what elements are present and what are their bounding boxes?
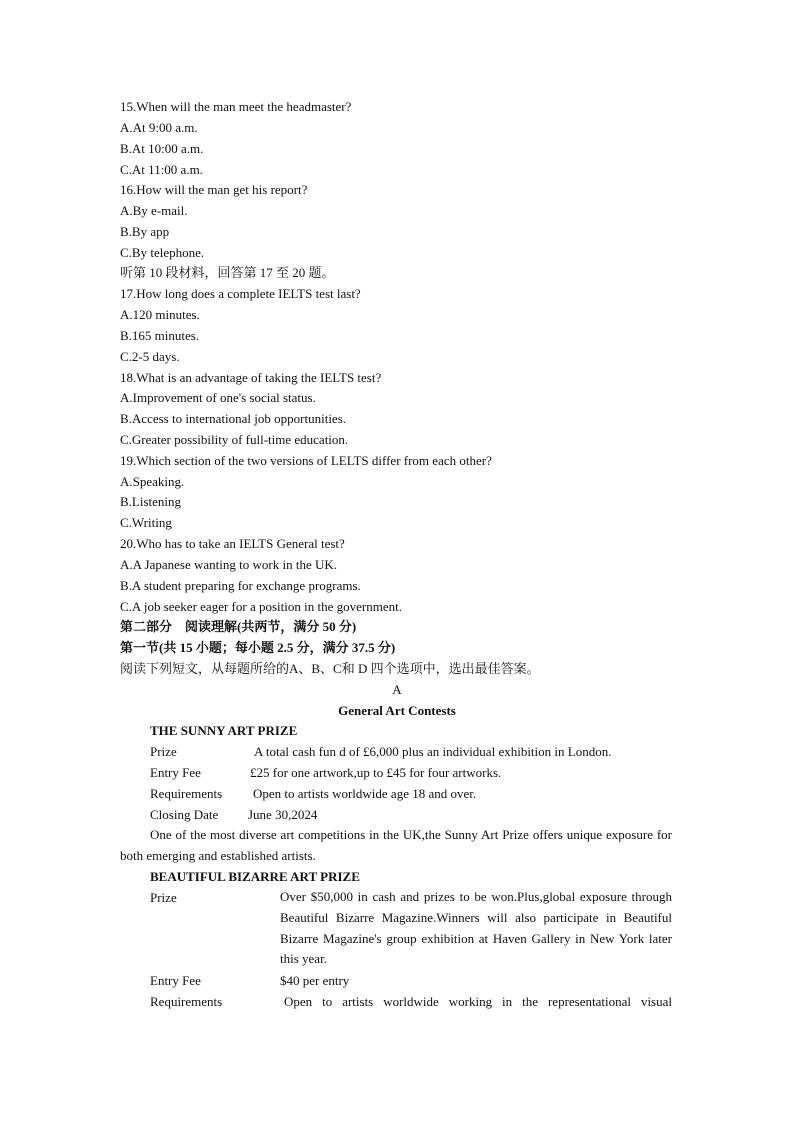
option-16a: A.By e-mail. [120, 203, 188, 218]
option-18a: A.Improvement of one's social status. [120, 390, 316, 405]
option-18c: C.Greater possibility of full-time education. [120, 432, 349, 447]
prize1-req-value: Open to artists worldwide age 18 and over. [253, 786, 477, 801]
prize2-req-label: Requirements [150, 994, 223, 1009]
option-16b: B.By app [120, 224, 170, 239]
option-17a: A.120 minutes. [120, 307, 200, 322]
prize1-name: THE SUNNY ART PRIZE [150, 723, 298, 738]
option-15c: C.At 11:00 a.m. [120, 162, 203, 177]
prize2-fee-value: $40 per entry [280, 973, 350, 988]
passage-letter: A [392, 682, 402, 697]
option-20a: A.A Japanese wanting to work in the UK. [120, 557, 337, 572]
option-20b: B.A student preparing for exchange programs. [120, 578, 361, 593]
part2-heading: 第二部分 阅读理解(共两节，满分 50 分) [120, 619, 357, 634]
question-19: 19.Which section of the two versions of LELTS differ from each other? [120, 453, 492, 468]
prize2-req-value: Open to artists worldwide working in the representational visual [284, 994, 672, 1009]
option-20c: C.A job seeker eager for a position in the government. [120, 599, 402, 614]
prize1-closing-value: June 30,2024 [248, 807, 318, 822]
option-19b: B.Listening [120, 494, 182, 509]
question-20: 20.Who has to take an IELTS General test? [120, 536, 345, 551]
prize1-prize-value: A total cash fun d of £6,000 plus an individual exhibition in London. [254, 744, 612, 759]
prize2-prize-label: Prize [150, 890, 177, 905]
listening-instruction: 听第 10 段材料，回答第 17 至 20 题。 [120, 265, 335, 280]
section1-heading: 第一节(共 15 小题；每小题 2.5 分，满分 37.5 分) [120, 640, 396, 655]
option-17c: C.2-5 days. [120, 349, 180, 364]
reading-instruction: 阅读下列短文，从每题所给的A、B、C和 D 四个选项中，选出最佳答案。 [120, 661, 540, 676]
option-19a: A.Speaking. [120, 474, 185, 489]
prize1-req-label: Requirements [150, 786, 223, 801]
question-15: 15.When will the man meet the headmaster? [120, 99, 352, 114]
prize1-description: One of the most diverse art competitions in the UK,the Sunny Art Prize offers unique exposure for both emerging and established artists. [120, 827, 672, 863]
question-18: 18.What is an advantage of taking the IELTS test? [120, 370, 382, 385]
prize2-prize-value: Over $50,000 in cash and prizes to be won.Plus,global exposure through Beautiful Bizarre Magazine.Winners will also participate in Beautiful Bizarre Magazine's group exhibition at Haven Gallery in New York later this year. [280, 889, 672, 967]
passage-title: General Art Contests [338, 703, 456, 718]
prize2-name: BEAUTIFUL BIZARRE ART PRIZE [150, 869, 360, 884]
option-19c: C.Writing [120, 515, 172, 530]
question-16: 16.How will the man get his report? [120, 182, 308, 197]
prize1-fee-label: Entry Fee [150, 765, 201, 780]
prize1-prize-label: Prize [150, 744, 177, 759]
option-18b: B.Access to international job opportunities. [120, 411, 347, 426]
prize2-fee-label: Entry Fee [150, 973, 201, 988]
prize1-closing-label: Closing Date [150, 807, 219, 822]
question-17: 17.How long does a complete IELTS test last? [120, 286, 361, 301]
option-15a: A.At 9:00 a.m. [120, 120, 198, 135]
option-16c: C.By telephone. [120, 245, 205, 260]
option-15b: B.At 10:00 a.m. [120, 141, 204, 156]
option-17b: B.165 minutes. [120, 328, 200, 343]
prize1-fee-value: £25 for one artwork,up to £45 for four artworks. [250, 765, 502, 780]
